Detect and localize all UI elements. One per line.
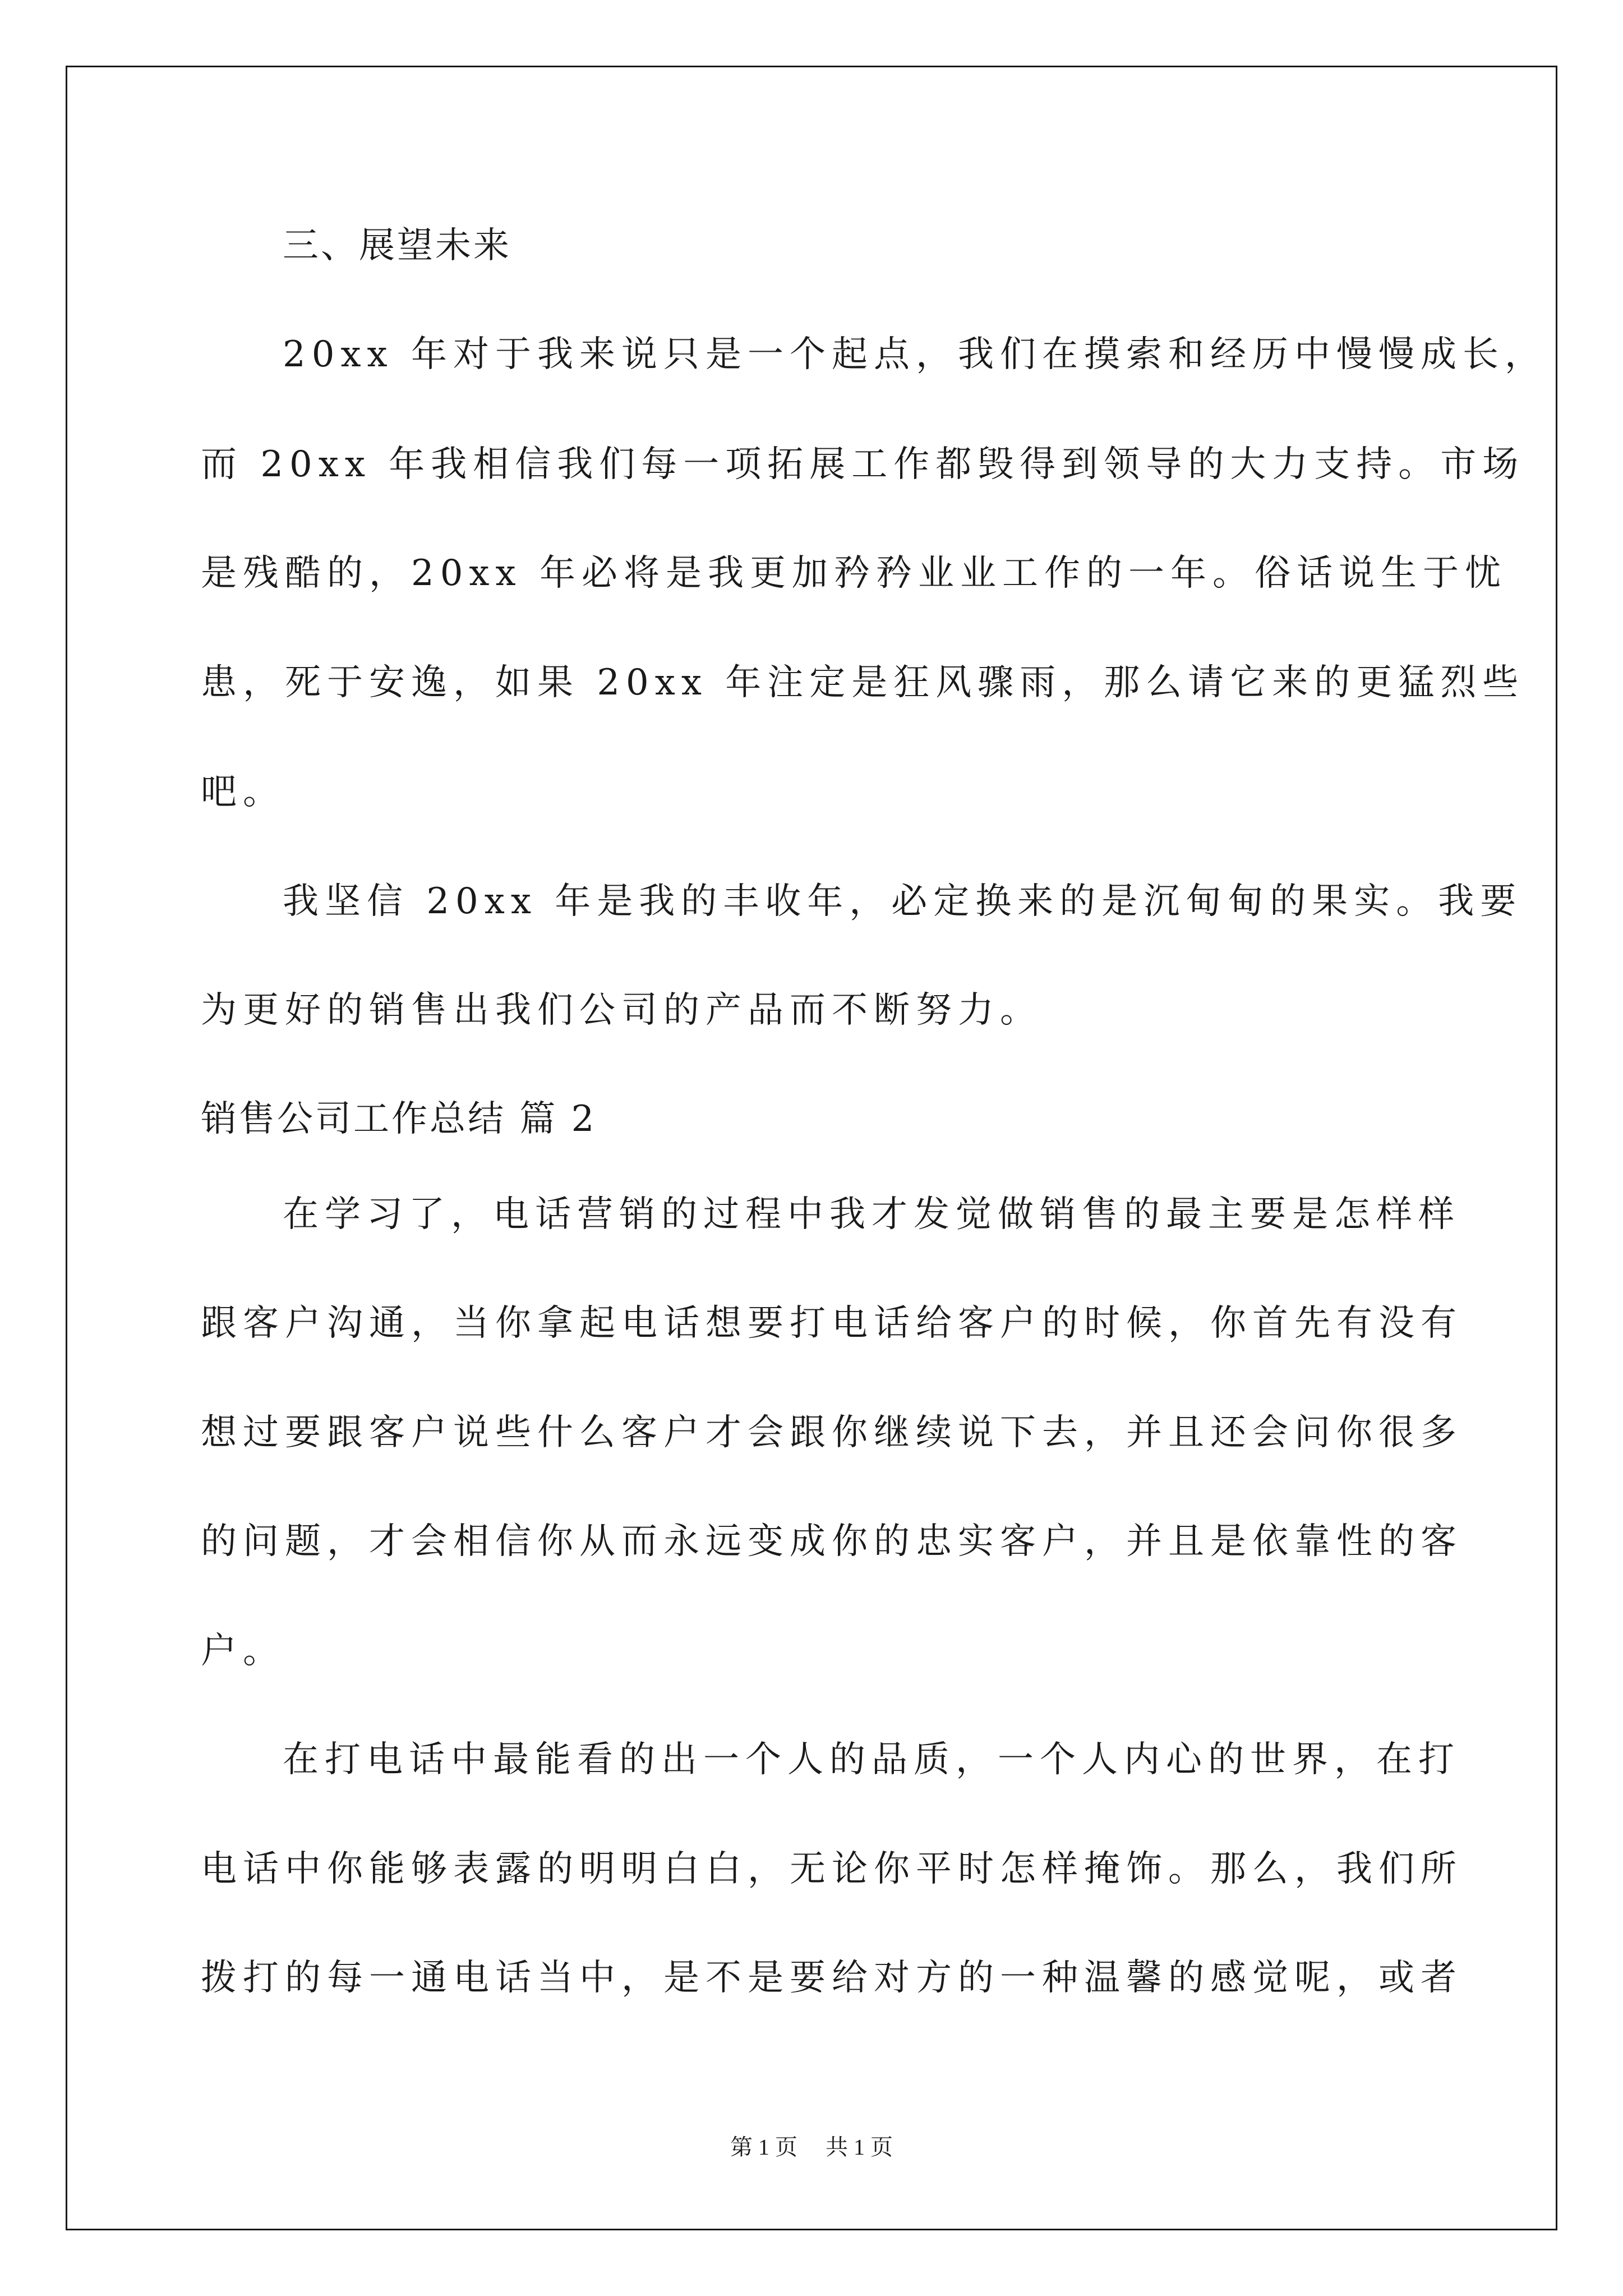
paragraph-line: 电话中你能够表露的明明白白，无论你平时怎样掩饰。那么，我们所	[201, 1848, 1463, 1890]
paragraph-line: 在打电话中最能看的出一个人的品质，一个人内心的世界，在打	[283, 1739, 1460, 1780]
page-number-total: 共 1 页	[826, 2134, 893, 2160]
paragraph-line: 患，死于安逸，如果 20xx 年注定是狂风骤雨，那么请它来的更猛烈些	[201, 662, 1525, 703]
paragraph-line: 我坚信 20xx 年是我的丰收年，必定换来的是沉甸甸的果实。我要	[283, 881, 1523, 922]
paragraph-line: 为更好的销售出我们公司的产品而不断努力。	[201, 990, 1042, 1031]
paragraph-line: 20xx 年对于我来说只是一个起点，我们在摸索和经历中慢慢成长，	[283, 334, 1547, 375]
paragraph-line: 而 20xx 年我相信我们每一项拓展工作都毁得到领导的大力支持。市场	[201, 444, 1525, 485]
paragraph-line: 想过要跟客户说些什么客户才会跟你继续说下去，并且还会问你很多	[201, 1412, 1463, 1453]
article-title: 销售公司工作总结 篇 2	[201, 1098, 597, 1140]
paragraph-line: 是残酷的，20xx 年必将是我更加矜矜业业工作的一年。俗话说生于忧	[201, 553, 1507, 594]
paragraph-line: 吧。	[201, 771, 285, 813]
section-heading: 三、展望未来	[283, 225, 511, 266]
page-footer	[0, 2129, 1623, 2161]
paragraph-line: 跟客户沟通，当你拿起电话想要打电话给客户的时候，你首先有没有	[201, 1303, 1463, 1344]
paragraph-line: 的问题，才会相信你从而永远变成你的忠实客户，并且是依靠性的客	[201, 1521, 1463, 1562]
paragraph-line: 户。	[201, 1630, 285, 1672]
page-number-current: 第 1 页	[730, 2134, 797, 2160]
page-border	[66, 66, 1557, 2230]
paragraph-line: 拨打的每一通电话当中，是不是要给对方的一种温馨的感觉呢，或者	[201, 1957, 1463, 1999]
paragraph-line: 在学习了，电话营销的过程中我才发觉做销售的最主要是怎样样	[283, 1194, 1460, 1235]
